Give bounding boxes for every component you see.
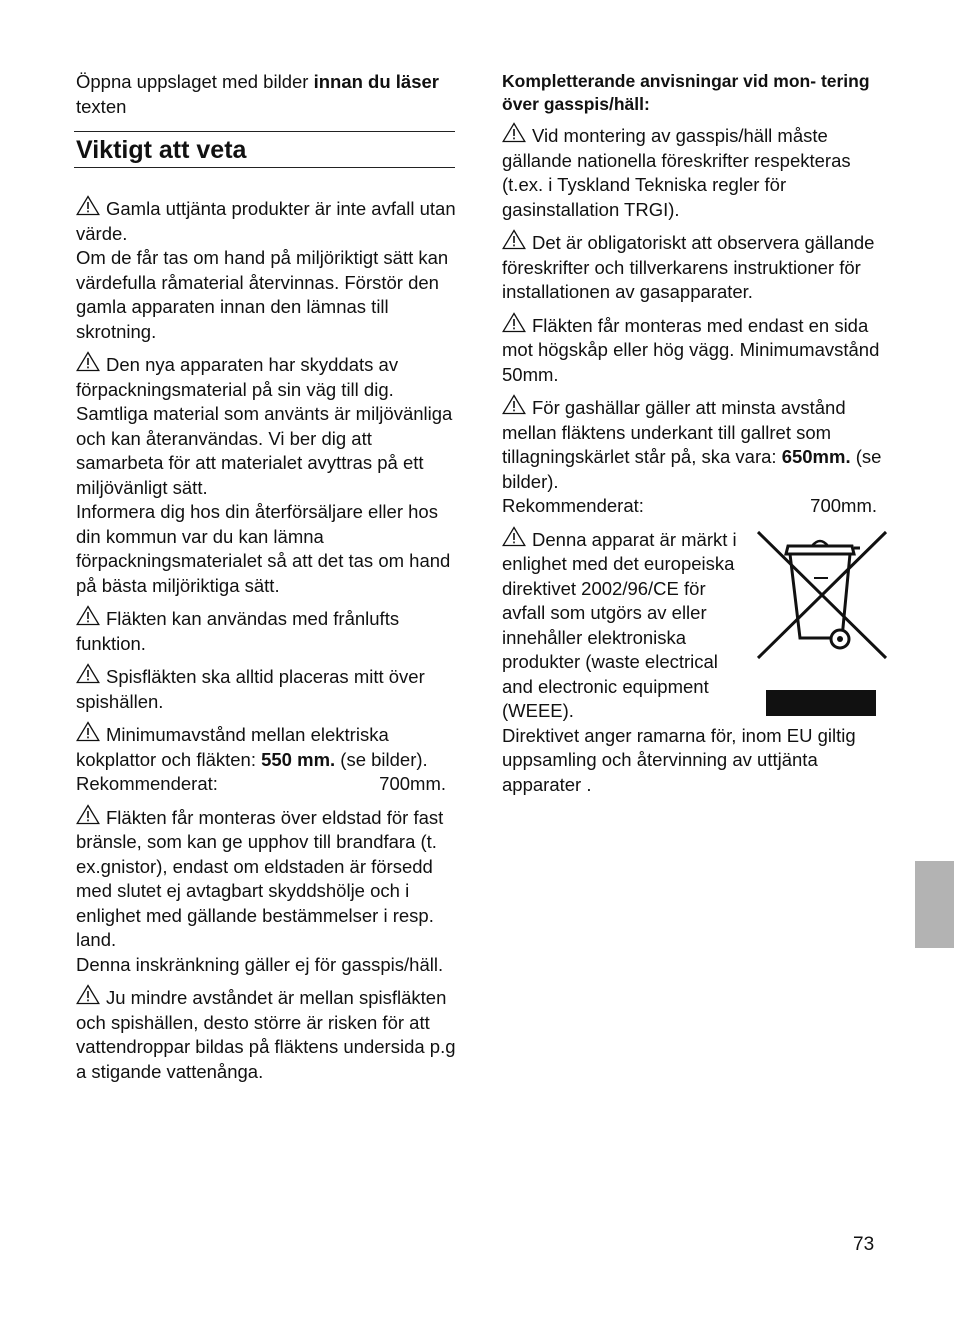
warning-item: Fläkten får monteras över eldstad för fast bränsle, som kan ge upphov till brandfara (t. ex.gnistor), endast om eldstaden är försedd med slutet ej avtagbart skyddshölje och i enlighet med gällande bestämmelser i resp. land. Denna inskränkning gäller ej för gasspis/häll. — [76, 804, 456, 978]
warning-triangle-icon — [76, 984, 100, 1005]
right-column — [502, 70, 882, 804]
section-heading: Viktigt att veta — [76, 136, 247, 164]
intro-text: Öppna uppslaget med bilder innan du läser texten — [76, 71, 439, 117]
warning-triangle-icon — [502, 526, 526, 547]
warning-item: Vid montering av gasspis/häll måste gällande nationella föreskrifter respekteras (t.ex. i Tyskland Tekniska regler för gasinstallation TRGI). — [502, 122, 882, 222]
warning-item: Det är obligatoriskt att observera gällande föreskrifter och tillverkarens instruktioner för installationen av gasapparater. — [502, 229, 882, 305]
warning-triangle-icon — [76, 351, 100, 372]
gas-subheading: Kompletterande anvisningar vid mon- tering över gasspis/häll: — [502, 71, 870, 114]
warning-triangle-icon — [502, 122, 526, 143]
warning-item: Fläkten kan användas med frånlufts funktion. — [76, 605, 456, 656]
warning-triangle-icon — [76, 195, 100, 216]
left-column — [76, 70, 456, 1091]
weee-notice: Denna apparat är märkt i enlighet med det europeiska direktivet 2002/96/CE för avfall som utgörs av eller innehåller elektroniska produkter (waste electrical and electronic equipment (WEEE). Direktivet anger ramarna för, inom EU giltig uppsamling och återvinning av uttjänta apparater . — [502, 526, 882, 798]
warning-triangle-icon — [502, 229, 526, 250]
warning-item: Ju mindre avståndet är mellan spisfläkten och spishällen, desto större är risken för att vattendroppar bildas på fläktens undersida p.g a stigande vattenånga. — [76, 984, 456, 1084]
warning-triangle-icon — [502, 312, 526, 333]
warning-triangle-icon — [76, 721, 100, 742]
recommended-row: Rekommenderat: 700mm. — [76, 773, 446, 794]
recommended-row: Rekommenderat: 700mm. — [502, 495, 877, 516]
warning-triangle-icon — [502, 394, 526, 415]
warning-triangle-icon — [76, 605, 100, 626]
warning-item: Minimumavstånd mellan elektriska kokplattor och fläkten: 550 mm. (se bilder). Rekommenderat: 700mm. — [76, 721, 456, 797]
chapter-side-tab — [915, 861, 954, 948]
warning-item: Fläkten får monteras med endast en sida mot högskåp eller hög vägg. Minimumavstånd 50mm. — [502, 312, 882, 388]
page-number: 73 — [853, 1234, 875, 1255]
crossed-out-wheelie-bin-icon — [754, 526, 890, 726]
warning-item: Spisfläkten ska alltid placeras mitt över spishällen. — [76, 663, 456, 714]
warning-triangle-icon — [76, 804, 100, 825]
warning-item: Gamla uttjänta produkter är inte avfall utan värde. Om de får tas om hand på miljöriktigt sätt kan värdefulla råmaterial återvinnas. Förstör den gamla apparaten innan den lämnas till skrotning. — [76, 195, 456, 344]
warning-item: Den nya apparaten har skyddats av förpackningsmaterial på sin väg till dig. Samtliga material som använts är miljövänliga och kan återanvändas. Vi ber dig att samarbeta för att materialet avyttras på ett miljövänligt sätt. Informera dig hos din återförsäljare eller hos din kommun var du kan lämna förpackningsmaterialet så att det tas om hand på bästa miljöriktiga sätt. — [76, 351, 456, 598]
warning-item: För gashällar gäller att minsta avstånd mellan fläktens underkant till gallret som tillagningskärlet står på, ska vara: 650mm. (se bilder). Rekommenderat: 700mm. — [502, 394, 882, 519]
warning-triangle-icon — [76, 663, 100, 684]
section-heading-box — [74, 131, 455, 168]
